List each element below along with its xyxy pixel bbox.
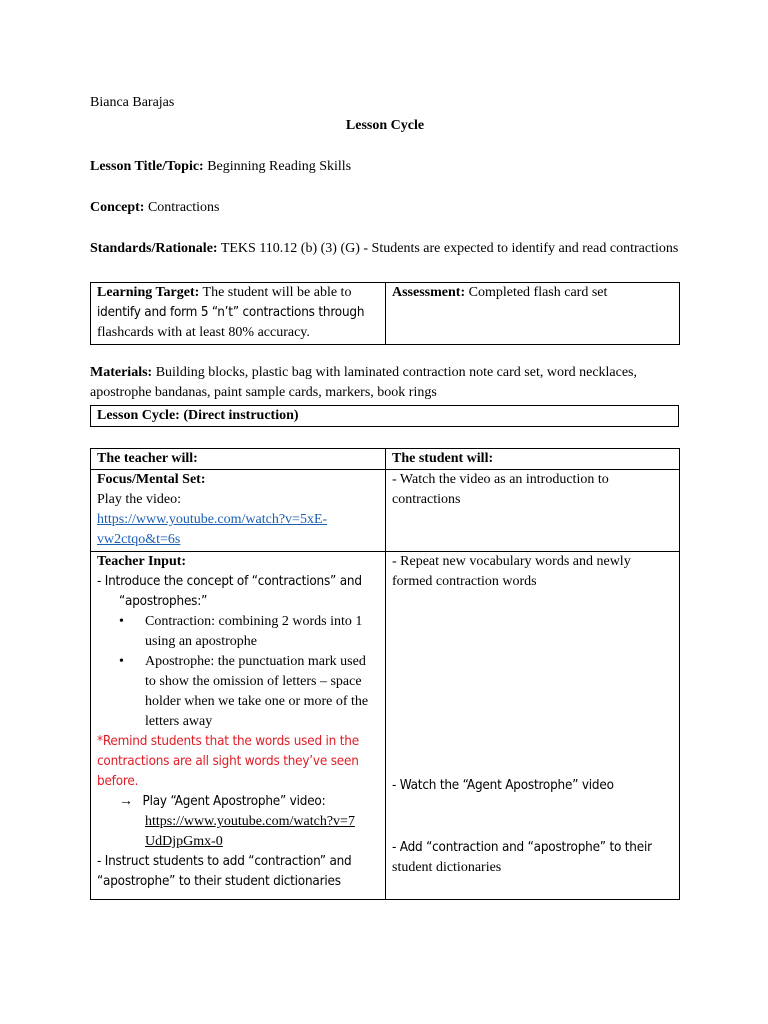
input-intro-2: “apostrophes:” — [119, 594, 208, 609]
definition-apostrophe: • Apostrophe: the punctuation mark used to show the omission of letters – space holder when we take one or more of the letters away — [139, 652, 379, 732]
concept-label: Concept: — [90, 200, 145, 215]
materials-value: Building blocks, plastic bag with laminated contraction note card set, word necklaces, apostrophe bandanas, paint sample cards, markers, book rings — [90, 365, 638, 400]
learning-target-value-1: The student will be able to — [202, 285, 352, 300]
concept-value: Contractions — [147, 200, 220, 215]
assessment-cell — [386, 283, 680, 345]
student-add-text-2: student dictionaries — [392, 860, 502, 875]
lesson-title-value: Beginning Reading Skills — [207, 159, 352, 174]
focus-play-text: Play the video: — [97, 492, 181, 507]
student-repeat-text: - Repeat new vocabulary words and newly formed contraction words — [392, 554, 631, 589]
lesson-title-label: Lesson Title/Topic: — [90, 159, 204, 174]
teacher-header-text: The teacher will: — [97, 451, 198, 466]
learning-target-cell — [91, 283, 386, 345]
definition-contraction: • Contraction: combining 2 words into 1 using an apostrophe — [139, 612, 379, 652]
input-label: Teacher Input: — [97, 554, 187, 569]
focus-video-link-line-2: vw2ctqo&t=6s — [97, 532, 181, 547]
concept-field — [90, 197, 680, 218]
assessment-label: Assessment: — [392, 285, 466, 300]
focus-teacher-cell — [91, 470, 386, 552]
agent-play-text: Play “Agent Apostrophe” video: — [142, 794, 326, 809]
input-student-cell — [386, 552, 680, 900]
lesson-cycle-heading-text: Lesson Cycle: (Direct instruction) — [97, 408, 299, 423]
arrow-icon: → — [119, 794, 133, 809]
author-name: Bianca Barajas — [90, 95, 175, 110]
standards-field — [90, 238, 680, 260]
agent-video-line — [97, 792, 379, 812]
definition-list — [97, 612, 379, 732]
standards-label: Standards/Rationale: — [90, 241, 218, 256]
document-title: Lesson Cycle — [345, 118, 425, 133]
materials-label: Materials: — [90, 365, 153, 380]
student-watch-text: - Watch the “Agent Apostrophe” video — [392, 778, 614, 793]
learning-target-label: Learning Target: — [97, 285, 200, 300]
learning-target-value-3: flashcards with at least 80% accuracy. — [97, 325, 310, 340]
lesson-cycle-box — [90, 405, 679, 427]
agent-video-link-line-2: UdDjpGmx-0 — [145, 834, 223, 849]
lesson-plan-table — [90, 448, 680, 900]
agent-video-link[interactable] — [145, 814, 355, 849]
remind-note: *Remind students that the words used in the contractions are all sight words they’ve seen before. — [97, 734, 359, 789]
agent-video-link-line-1: https://www.youtube.com/watch?v=7 — [145, 814, 355, 829]
instruct-text-2: “apostrophe” to their student dictionaries — [97, 874, 341, 889]
lesson-title-field — [90, 156, 680, 177]
agent-video-link-wrap — [97, 812, 379, 852]
student-add-wrap — [392, 838, 652, 878]
student-add-text-1: - Add “contraction and “apostrophe” to their — [392, 840, 652, 855]
focus-student-text: - Watch the video as an introduction to contractions — [392, 472, 609, 507]
assessment-value: Completed flash card set — [468, 285, 608, 300]
instruct-text-1: - Instruct students to add “contraction” and — [97, 854, 352, 869]
focus-video-link-line-1: https://www.youtube.com/watch?v=5xE- — [97, 512, 328, 527]
standards-value: TEKS 110.12 (b) (3) (G) - Students are expected to identify and read contractions — [220, 241, 679, 256]
lesson-cycle-heading — [91, 406, 679, 427]
learning-target-table — [90, 282, 680, 345]
materials-field — [90, 363, 680, 403]
student-header-text: The student will: — [392, 451, 494, 466]
focus-label: Focus/Mental Set: — [97, 472, 206, 487]
input-teacher-cell — [91, 552, 386, 900]
student-header — [386, 449, 680, 470]
learning-target-value-2: identify and form 5 “n’t” contractions through — [97, 305, 365, 320]
document-page — [90, 92, 680, 900]
focus-student-cell — [386, 470, 680, 552]
focus-video-link[interactable] — [97, 512, 327, 547]
teacher-header — [91, 449, 386, 470]
input-intro-1: - Introduce the concept of “contractions” and — [97, 574, 362, 589]
